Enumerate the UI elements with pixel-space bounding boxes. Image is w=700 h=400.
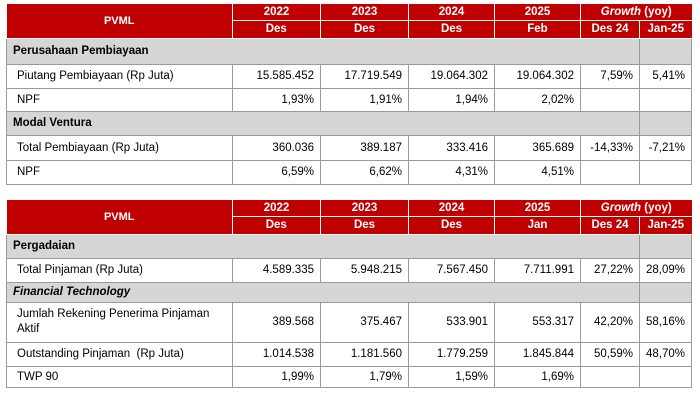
growth-value: 27,22% bbox=[581, 258, 640, 282]
month-1: Des bbox=[233, 216, 321, 234]
cell-value: 533.901 bbox=[409, 302, 495, 342]
cell-value: 1,91% bbox=[321, 88, 409, 111]
year-2025: 2025 bbox=[495, 200, 581, 216]
cell-value: 389.187 bbox=[321, 135, 409, 160]
growth-value bbox=[640, 366, 692, 387]
cell-value: 360.036 bbox=[233, 135, 321, 160]
growth-suffix: (yoy) bbox=[641, 201, 672, 214]
section-fill bbox=[581, 38, 640, 64]
row-label: NPF bbox=[7, 160, 233, 184]
growth-col-jan25: Jan-25 bbox=[640, 20, 692, 38]
section-fill bbox=[640, 234, 692, 258]
year-2023: 2023 bbox=[321, 200, 409, 216]
cell-value: 6,62% bbox=[321, 160, 409, 184]
cell-value: 15.585.452 bbox=[233, 64, 321, 88]
growth-header bbox=[581, 200, 692, 216]
growth-suffix: (yoy) bbox=[641, 5, 672, 18]
section-fill bbox=[640, 111, 692, 135]
growth-value: 28,09% bbox=[640, 258, 692, 282]
month-4: Feb bbox=[495, 20, 581, 38]
cell-value: 1.845.844 bbox=[495, 342, 581, 366]
pvml-table-1 bbox=[6, 4, 692, 185]
cell-value: 1.779.259 bbox=[409, 342, 495, 366]
year-2024: 2024 bbox=[409, 4, 495, 20]
cell-value: 5.948.215 bbox=[321, 258, 409, 282]
cell-value: 333.416 bbox=[409, 135, 495, 160]
section-fill bbox=[233, 38, 581, 64]
cell-value: 365.689 bbox=[495, 135, 581, 160]
growth-value bbox=[581, 366, 640, 387]
row-label: Piutang Pembiayaan (Rp Juta) bbox=[7, 64, 233, 88]
pvml-table-2 bbox=[6, 200, 692, 388]
growth-value: 42,20% bbox=[581, 302, 640, 342]
cell-value: 1,94% bbox=[409, 88, 495, 111]
row-label: Total Pinjaman (Rp Juta) bbox=[7, 258, 233, 282]
cell-value: 375.467 bbox=[321, 302, 409, 342]
cell-value: 7.711.991 bbox=[495, 258, 581, 282]
cell-value: 2,02% bbox=[495, 88, 581, 111]
section-fill bbox=[581, 282, 640, 302]
row-label: Outstanding Pinjaman (Rp Juta) bbox=[7, 342, 233, 366]
section-title: Perusahaan Pembiayaan bbox=[7, 38, 233, 64]
header-pvml: PVML bbox=[7, 200, 233, 234]
growth-value: 7,59% bbox=[581, 64, 640, 88]
growth-col-des24: Des 24 bbox=[581, 216, 640, 234]
growth-word: Growth bbox=[600, 5, 642, 18]
year-2025: 2025 bbox=[495, 4, 581, 20]
section-fill bbox=[640, 38, 692, 64]
row-label: TWP 90 bbox=[7, 366, 233, 387]
growth-value: -14,33% bbox=[581, 135, 640, 160]
month-1: Des bbox=[233, 20, 321, 38]
section-title: Financial Technology bbox=[7, 282, 233, 302]
cell-value: 1,93% bbox=[233, 88, 321, 111]
growth-value: -7,21% bbox=[640, 135, 692, 160]
section-title: Modal Ventura bbox=[7, 111, 233, 135]
growth-value bbox=[640, 88, 692, 111]
row-label: Total Pembiayaan (Rp Juta) bbox=[7, 135, 233, 160]
growth-col-des24: Des 24 bbox=[581, 20, 640, 38]
cell-value: 1,69% bbox=[495, 366, 581, 387]
cell-value: 7.567.450 bbox=[409, 258, 495, 282]
year-2023: 2023 bbox=[321, 4, 409, 20]
growth-value: 50,59% bbox=[581, 342, 640, 366]
growth-word: Growth bbox=[600, 201, 642, 214]
year-2022: 2022 bbox=[233, 4, 321, 20]
cell-value: 4,51% bbox=[495, 160, 581, 184]
section-fill bbox=[581, 111, 640, 135]
cell-value: 19.064.302 bbox=[495, 64, 581, 88]
growth-col-jan25: Jan-25 bbox=[640, 216, 692, 234]
section-fill bbox=[233, 282, 581, 302]
section-fill bbox=[233, 111, 581, 135]
table-row bbox=[7, 342, 692, 366]
cell-value: 389.568 bbox=[233, 302, 321, 342]
growth-value bbox=[581, 88, 640, 111]
growth-header bbox=[581, 4, 692, 20]
cell-value: 1,59% bbox=[409, 366, 495, 387]
section-fill bbox=[640, 282, 692, 302]
header-pvml: PVML bbox=[7, 4, 233, 38]
cell-value: 17.719.549 bbox=[321, 64, 409, 88]
year-2022: 2022 bbox=[233, 200, 321, 216]
table-row bbox=[7, 160, 692, 184]
cell-value: 6,59% bbox=[233, 160, 321, 184]
cell-value: 1,79% bbox=[321, 366, 409, 387]
growth-value: 5,41% bbox=[640, 64, 692, 88]
table-row bbox=[7, 302, 692, 342]
growth-value: 58,16% bbox=[640, 302, 692, 342]
table-row bbox=[7, 366, 692, 387]
section-fill bbox=[581, 234, 640, 258]
month-2: Des bbox=[321, 20, 409, 38]
cell-value: 553.317 bbox=[495, 302, 581, 342]
row-label: NPF bbox=[7, 88, 233, 111]
cell-value: 4.589.335 bbox=[233, 258, 321, 282]
growth-value: 48,70% bbox=[640, 342, 692, 366]
growth-value bbox=[581, 160, 640, 184]
cell-value: 1.181.560 bbox=[321, 342, 409, 366]
table-row bbox=[7, 64, 692, 88]
growth-value bbox=[640, 160, 692, 184]
cell-value: 1,99% bbox=[233, 366, 321, 387]
cell-value: 4,31% bbox=[409, 160, 495, 184]
month-3: Des bbox=[409, 20, 495, 38]
cell-value: 1.014.538 bbox=[233, 342, 321, 366]
row-label: Jumlah Rekening Penerima Pinjaman Aktif bbox=[7, 302, 233, 342]
month-3: Des bbox=[409, 216, 495, 234]
section-fill bbox=[233, 234, 581, 258]
table-row bbox=[7, 135, 692, 160]
year-2024: 2024 bbox=[409, 200, 495, 216]
section-title: Pergadaian bbox=[7, 234, 233, 258]
month-2: Des bbox=[321, 216, 409, 234]
cell-value: 19.064.302 bbox=[409, 64, 495, 88]
month-4: Jan bbox=[495, 216, 581, 234]
table-row bbox=[7, 258, 692, 282]
table-row bbox=[7, 88, 692, 111]
